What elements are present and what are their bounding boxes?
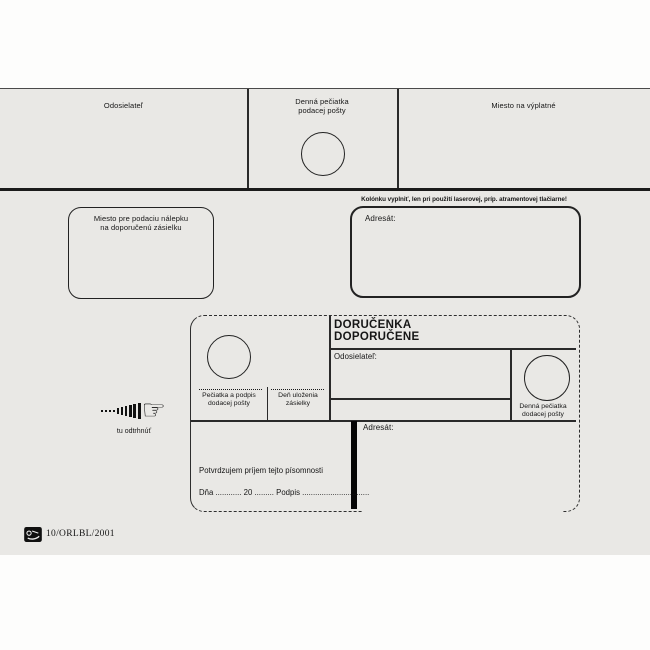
receipt-confirmation-text: Potvrdzujem príjem tejto písomnosti (199, 466, 323, 475)
tear-dot (101, 410, 103, 412)
sleeve-stripe (117, 408, 119, 414)
stamp-signature-label (191, 392, 267, 408)
deposit-day-line1: Deň uloženia (278, 392, 318, 399)
tear-off-label: tu odtrhnúť (116, 428, 152, 435)
sleeve-stripe (129, 405, 132, 417)
header-bottom-rule (0, 188, 650, 191)
sender-field-label: Odosielateľ (103, 101, 144, 110)
slip-middle-rule (191, 420, 576, 422)
slip-title-rule (329, 348, 576, 350)
slip-title-line1: DORUČENKA (334, 319, 412, 331)
slip-title-line2: DOPORUČENE (334, 331, 420, 344)
daily-stamp-label-line1: Denná pečiatka (295, 97, 349, 106)
submission-label-text (69, 208, 213, 233)
hand-glyph: ☞ (141, 394, 166, 425)
deposit-day-line2: zásielky (285, 400, 311, 408)
slip-left-cell-divider (329, 316, 331, 421)
slip-title (334, 319, 419, 343)
submission-label-line1: Miesto pre podaciu nálepku (93, 214, 189, 223)
delivery-office-stamp-circle (207, 335, 251, 379)
slip-addressee-label: Adresát: (363, 423, 394, 432)
stamp-signature-line1: Pečiatka a podpis (202, 392, 256, 399)
stamp-signature-line2: dodacej pošty (208, 400, 250, 408)
sleeve-stripe (133, 404, 136, 418)
delivery-daily-stamp-label (510, 403, 576, 419)
addressee-box (350, 206, 581, 298)
slip-sender-label: Odosielateľ: (334, 352, 377, 361)
form-code: 10/ORLBL/2001 (46, 529, 115, 539)
sleeve-stripe (125, 406, 128, 416)
delivery-slip (190, 315, 580, 512)
slip-sender-box-rule (329, 398, 511, 400)
daily-stamp-label-line2: podacej pošty (298, 106, 346, 116)
deposit-day-dotted-line (271, 389, 324, 390)
dashed-border-gap (363, 505, 563, 513)
addressee-box-label: Adresát: (365, 214, 396, 223)
tear-dot (109, 410, 111, 412)
postage-area-label: Miesto na výplatné (491, 101, 556, 110)
posthorn-logo-icon (24, 527, 42, 542)
delivery-daily-stamp-circle (524, 355, 570, 401)
sleeve-stripe (121, 407, 123, 415)
date-signature-line: Dňa ............ 20 ......... Podpis ............................... (199, 488, 370, 497)
tear-dot (113, 410, 115, 412)
posting-stamp-circle (301, 132, 345, 176)
stamp-signature-dotted-line (199, 389, 262, 390)
pointing-hand-icon (101, 394, 166, 425)
deposit-day-label (268, 392, 328, 408)
tear-dot (105, 410, 107, 412)
daily-stamp-label (247, 97, 397, 116)
submission-label-box (68, 207, 214, 299)
sleeve-stripe (138, 403, 141, 419)
delivery-daily-stamp-line2: dodacej pošty (522, 411, 564, 419)
printer-note: Kolónku vyplniť, len pri použití laserovej, príp. atramentovej tlačiarne! (361, 196, 567, 203)
delivery-daily-stamp-line1: Denná pečiatka (519, 403, 567, 410)
submission-label-line2: na doporučenú zásielku (100, 223, 182, 233)
